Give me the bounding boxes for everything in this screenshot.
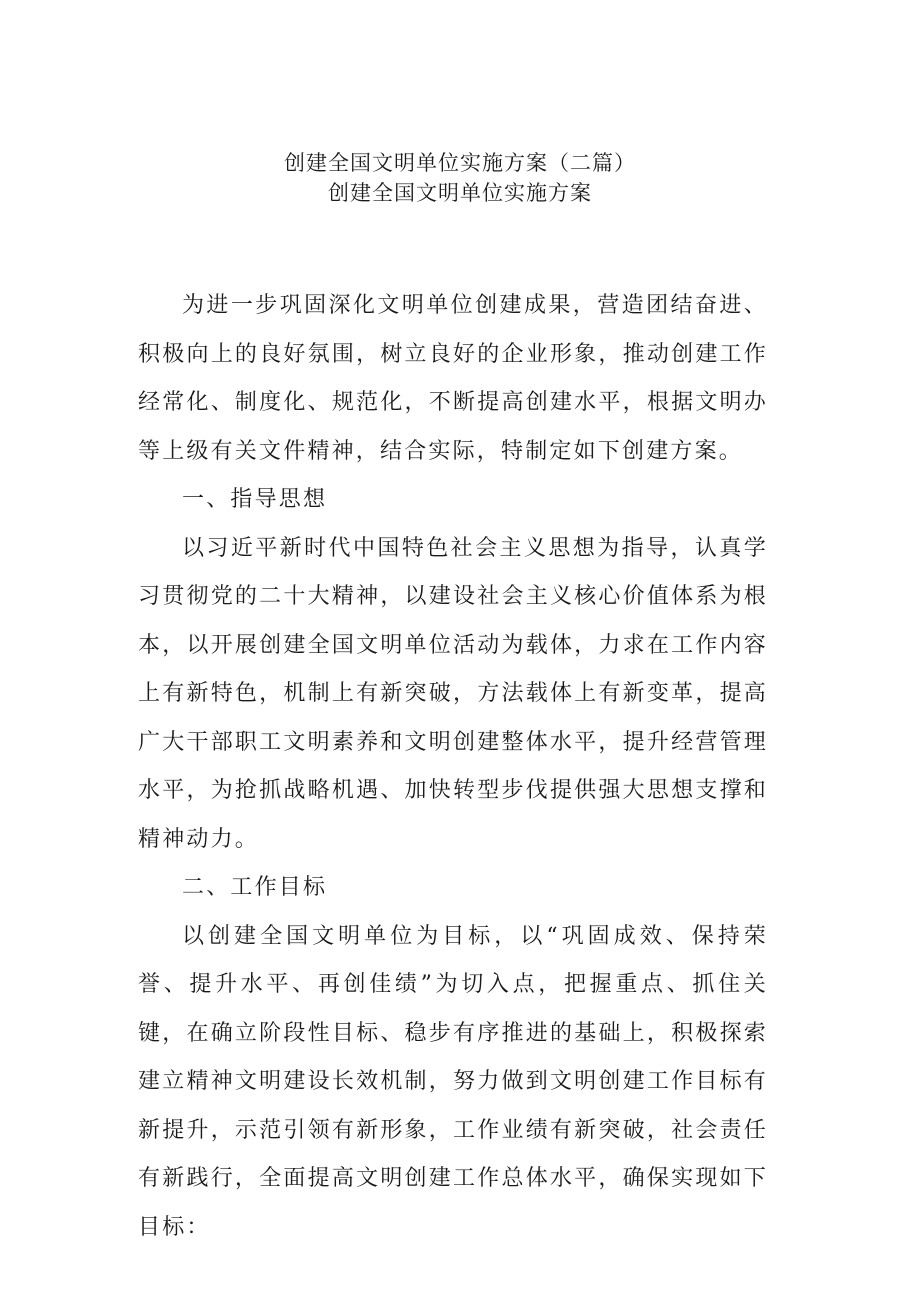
document-subtitle: 创建全国文明单位实施方案 bbox=[328, 181, 592, 205]
paragraph-intro: 为进一步巩固深化文明单位创建成果，营造团结奋进、积极向上的良好氛围，树立良好的企业形象，推动创建工作经常化、制度化、规范化，不断提高创建水平，根据文明办等上级有关文件精神，结合实际，特制定如下创建方案。 bbox=[138, 293, 768, 464]
document-title: 创建全国文明单位实施方案（二篇） bbox=[284, 151, 636, 175]
paragraph-guiding-ideology: 以习近平新时代中国特色社会主义思想为指导，认真学习贯彻党的二十大精神，以建设社会主义核心价值体系为根本，以开展创建全国文明单位活动为载体，力求在工作内容上有新特色，机制上有新突破，方法载体上有新变革，提高广大干部职工文明素养和文明创建整体水平，提升经营管理水平，为抢抓战略机遇、加快转型步伐提供强大思想支撑和精神动力。 bbox=[138, 535, 768, 852]
section-heading-guiding-ideology: 一、指导思想 bbox=[182, 487, 328, 512]
document-body bbox=[138, 282, 768, 1252]
section-heading-work-goals: 二、工作目标 bbox=[182, 875, 328, 900]
paragraph-work-goals: 以创建全国文明单位为目标，以“巩固成效、保持荣誉、提升水平、再创佳绩”为切入点，把握重点、抓住关键，在确立阶段性目标、稳步有序推进的基础上，积极探索建立精神文明建设长效机制，努力做到文明创建工作目标有新提升，示范引领有新形象，工作业绩有新突破，社会责任有新践行，全面提高文明创建工作总体水平，确保实现如下目标： bbox=[138, 923, 768, 1240]
